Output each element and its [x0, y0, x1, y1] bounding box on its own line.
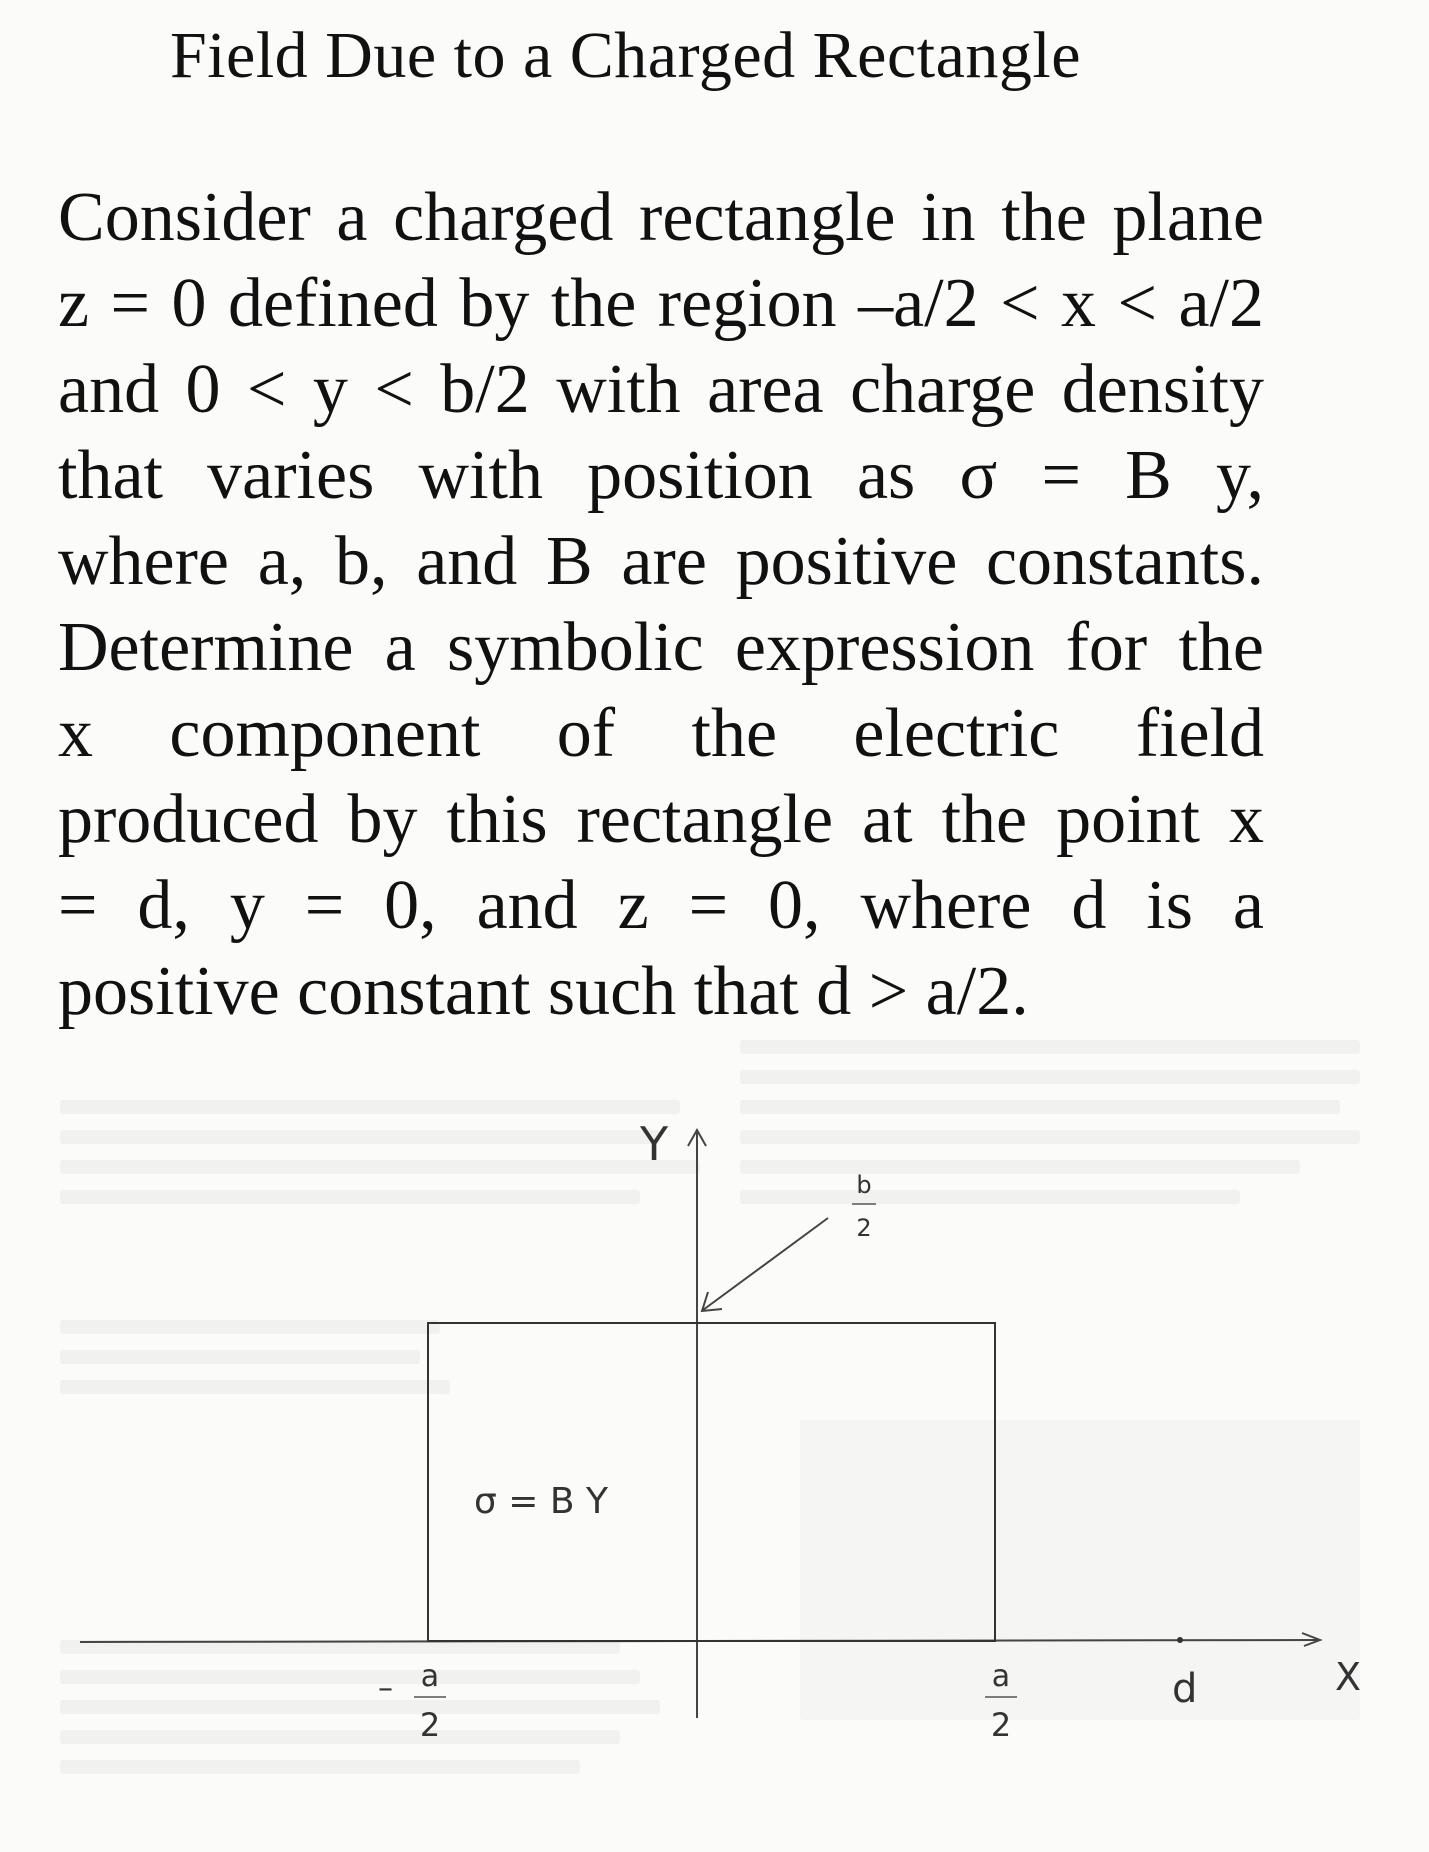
- problem-line: z = 0 defined by the region –a/2 < x < a/2: [58, 265, 1264, 342]
- problem-line: x component of the electric field: [58, 695, 1264, 772]
- right-label-a-over-2: [985, 1659, 1017, 1744]
- left-label-sign: –: [378, 1671, 393, 1706]
- left-label-denominator: 2: [419, 1706, 441, 1744]
- problem-line: that varies with position as σ = B y,: [58, 437, 1264, 514]
- point-d-marker: [1177, 1637, 1183, 1643]
- problem-line: and 0 < y < b/2 with area charge density: [58, 351, 1264, 428]
- left-label-minus-a-over-2: [378, 1659, 446, 1744]
- right-label-denominator: 2: [990, 1706, 1012, 1744]
- problem-line: = d, y = 0, and z = 0, where d is a: [58, 867, 1264, 944]
- point-d-label: d: [1172, 1666, 1198, 1712]
- problem-line: Determine a symbolic expression for the: [58, 609, 1264, 686]
- y-axis-label: Y: [640, 1117, 669, 1171]
- top-label-numerator: b: [856, 1171, 872, 1199]
- problem-line: produced by this rectangle at the point x: [58, 781, 1264, 858]
- page-title: Field Due to a Charged Rectangle: [170, 19, 1082, 92]
- pointer-arrow: [703, 1218, 828, 1310]
- right-label-numerator: a: [991, 1659, 1011, 1694]
- charge-density-label: σ = B Y: [474, 1481, 608, 1522]
- top-label-b-over-2: [852, 1171, 876, 1242]
- x-axis-label: X: [1335, 1655, 1362, 1699]
- left-label-numerator: a: [420, 1659, 440, 1694]
- top-label-denominator: 2: [856, 1214, 872, 1242]
- problem-line: where a, b, and B are positive constants.: [58, 523, 1264, 600]
- problem-line: positive constant such that d > a/2.: [58, 953, 1029, 1030]
- problem-line: Consider a charged rectangle in the plane: [58, 179, 1264, 256]
